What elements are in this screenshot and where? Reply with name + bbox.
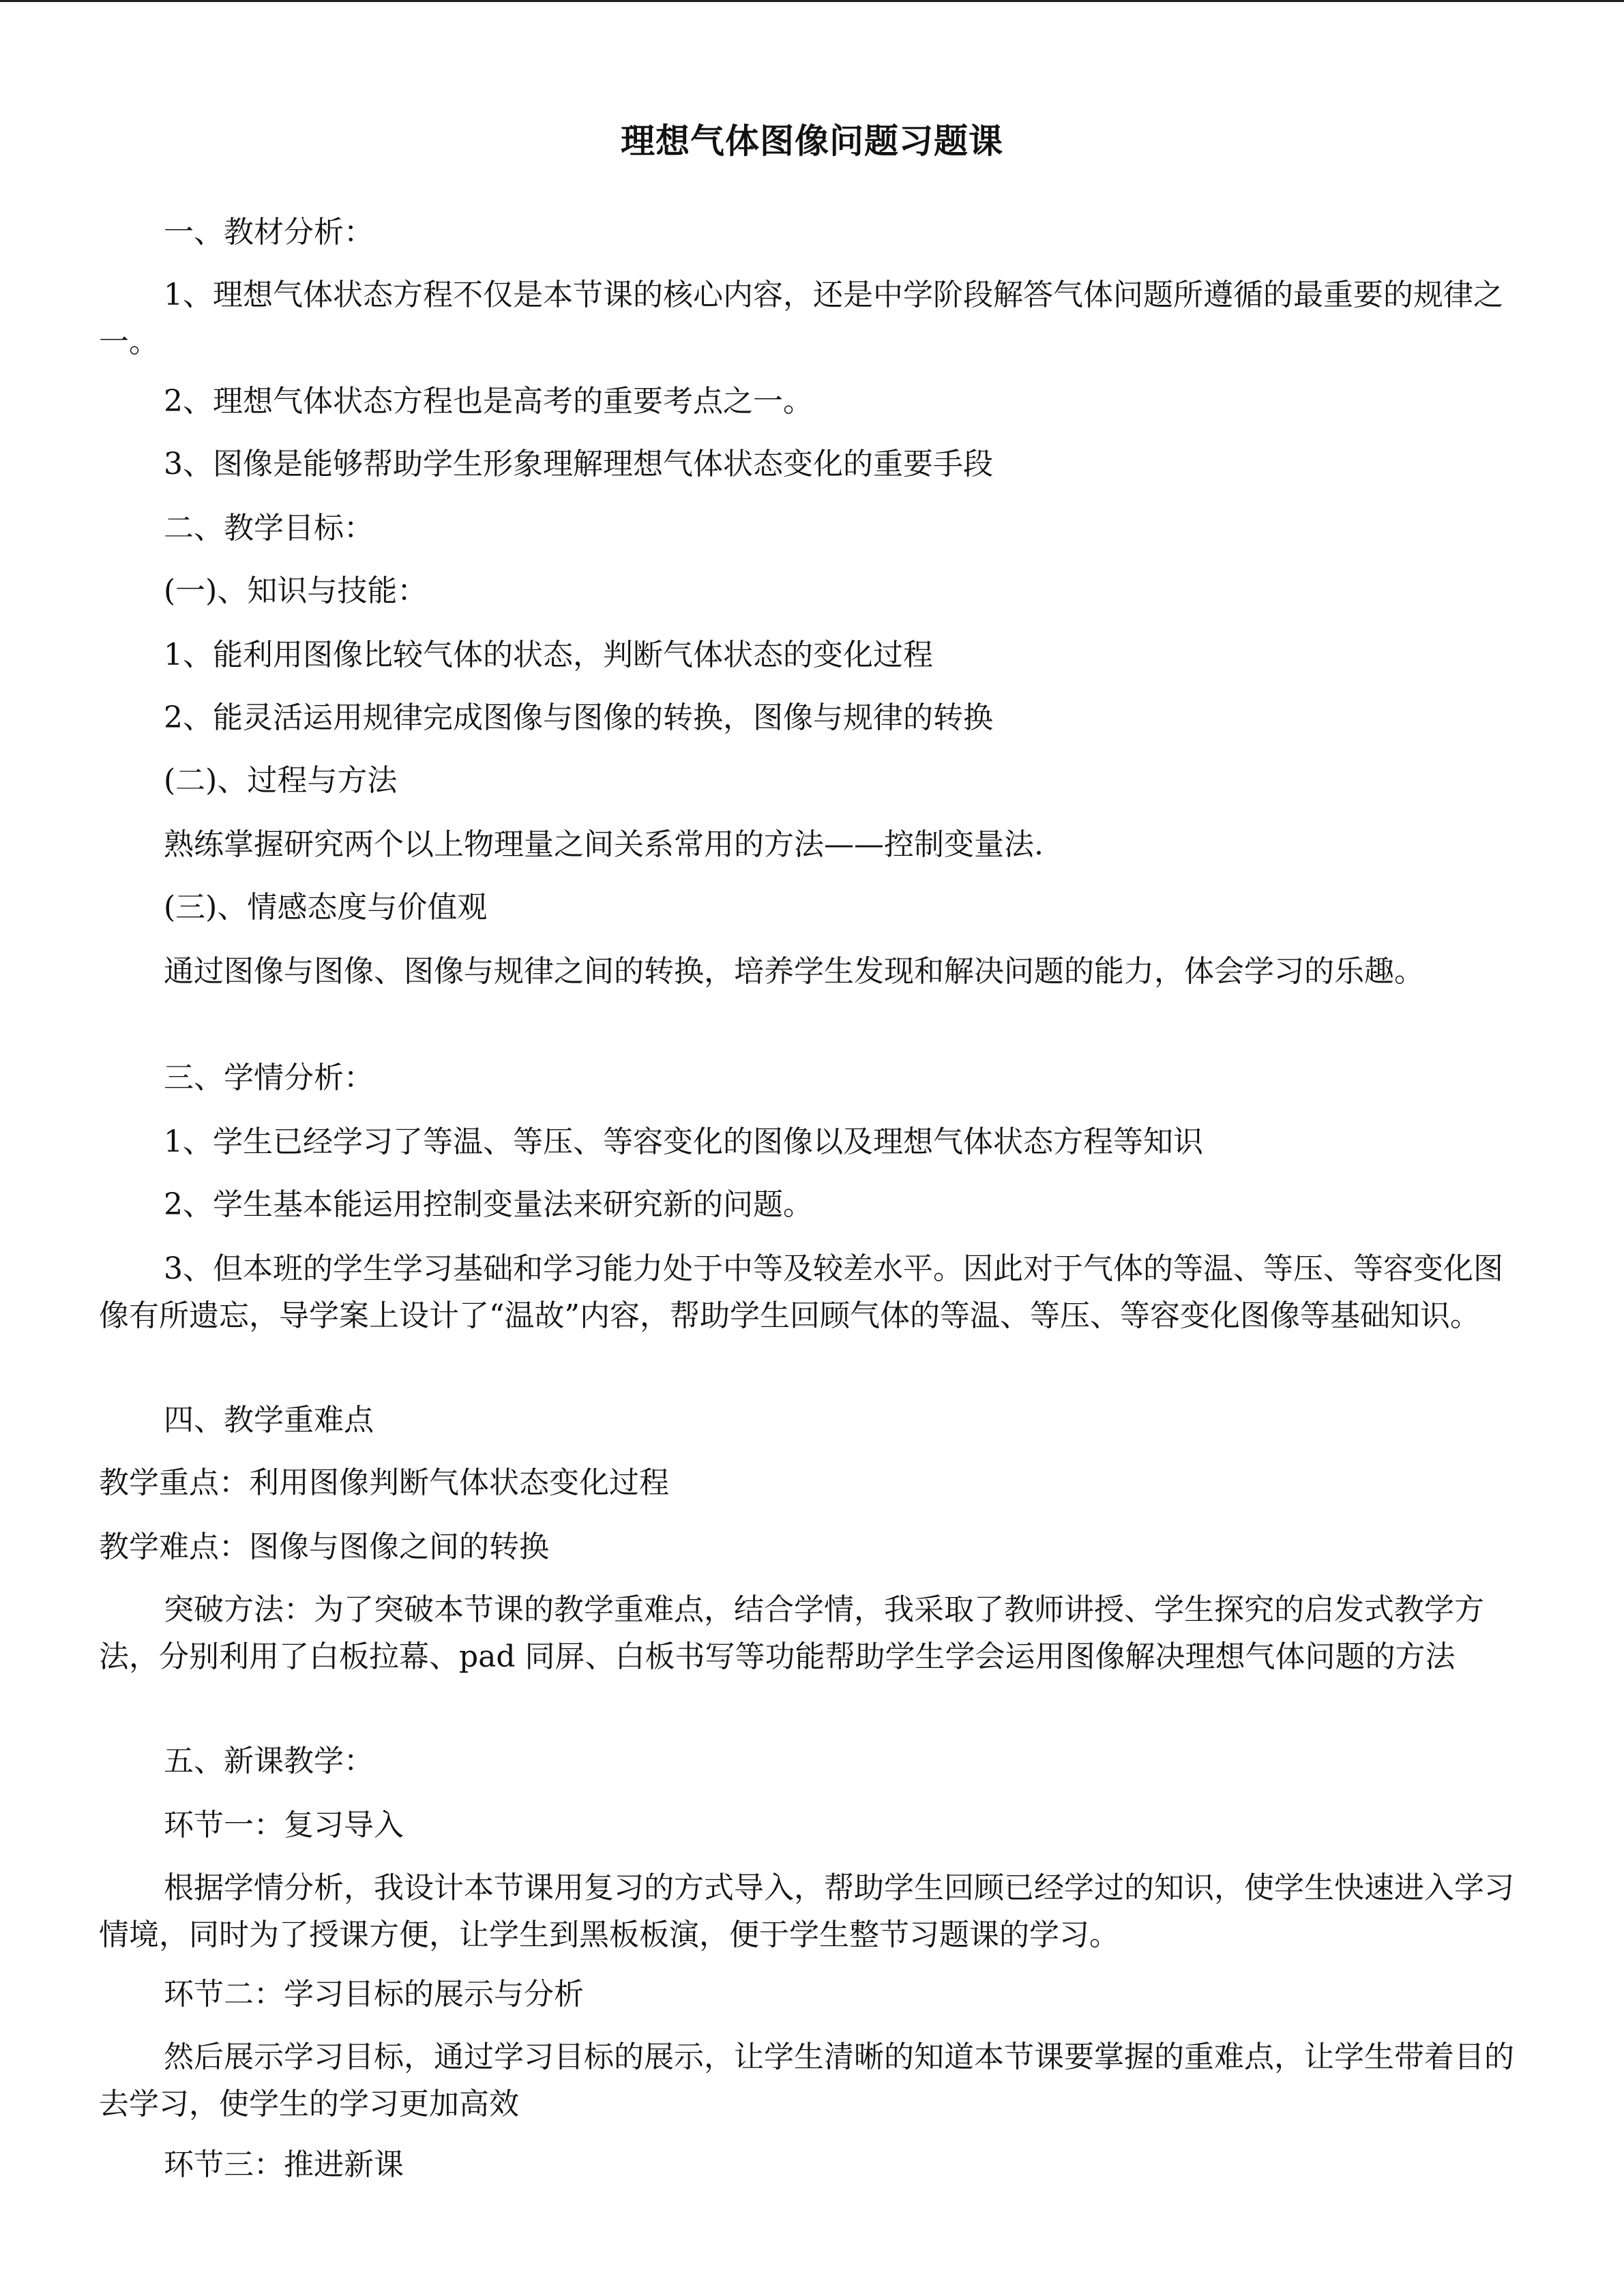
- subheading-step-1: 环节一：复习导入: [164, 1808, 404, 1843]
- paragraph-learner-point-2: 2、学生基本能运用控制变量法来研究新的问题。: [164, 1187, 813, 1222]
- subheading-attitude-values: (三)、情感态度与价值观: [164, 890, 488, 925]
- document-title: 理想气体图像问题习题课: [621, 121, 1003, 161]
- paragraph-attitude: 通过图像与图像、图像与规律之间的转换，培养学生发现和解决问题的能力，体会学习的乐趣。: [164, 954, 1424, 989]
- subheading-step-3: 环节三：推进新课: [164, 2147, 404, 2182]
- paragraph-step-1: 根据学情分析，我设计本节课用复习的方式导入，帮助学生回顾已经学过的知识，使学生快速进入学习情境，同时为了授课方便，让学生到黑板板演，便于学生整节习题课的学习。: [99, 1870, 1514, 1952]
- section-heading-learner-analysis: 三、学情分析：: [164, 1060, 374, 1095]
- paragraph-goal-2: 2、能灵活运用规律完成图像与图像的转换，图像与规律的转换: [164, 700, 993, 735]
- subheading-knowledge-skills: (一)、知识与技能：: [164, 573, 428, 608]
- paragraph-textbook-point-1: 1、理想气体状态方程不仅是本节课的核心内容，还是中学阶段解答气体问题所遵循的最重要的规律之一。: [99, 278, 1503, 359]
- section-heading-textbook-analysis: 一、教材分析：: [164, 215, 374, 250]
- paragraph-difficult-point: 教学难点：图像与图像之间的转换: [99, 1530, 549, 1564]
- paragraph-textbook-point-3: 3、图像是能够帮助学生形象理解理想气体状态变化的重要手段: [164, 447, 993, 481]
- subheading-process-method: (二)、过程与方法: [164, 763, 398, 798]
- paragraph-learner-point-1: 1、学生已经学习了等温、等压、等容变化的图像以及理想气体状态方程等知识: [164, 1124, 1203, 1159]
- subheading-step-2: 环节二：学习目标的展示与分析: [164, 1977, 584, 2012]
- paragraph-key-point: 教学重点：利用图像判断气体状态变化过程: [99, 1465, 669, 1500]
- section-heading-teaching-goals: 二、教学目标：: [164, 511, 374, 546]
- paragraph-textbook-point-2: 2、理想气体状态方程也是高考的重要考点之一。: [164, 384, 813, 419]
- section-heading-new-lesson: 五、新课教学：: [164, 1744, 374, 1778]
- paragraph-step-2: 然后展示学习目标，通过学习目标的展示，让学生清晰的知道本节课要掌握的重难点，让学生带着目的去学习，使学生的学习更加高效: [99, 2040, 1514, 2121]
- paragraph-breakthrough-method: 突破方法：为了突破本节课的教学重难点，结合学情，我采取了教师讲授、学生探究的启发式教学方法，分别利用了白板拉幕、pad 同屏、白板书写等功能帮助学生学会运用图像解决理想气体问题的方法: [99, 1592, 1484, 1674]
- paragraph-learner-point-3: 3、但本班的学生学习基础和学习能力处于中等及较差水平。因此对于气体的等温、等压、等容变化图像有所遗忘，导学案上设计了“温故”内容，帮助学生回顾气体的等温、等压、等容变化图像等基础知识。: [99, 1251, 1503, 1333]
- section-heading-key-difficult-points: 四、教学重难点: [164, 1403, 374, 1437]
- paragraph-goal-1: 1、能利用图像比较气体的状态，判断气体状态的变化过程: [164, 638, 933, 672]
- paragraph-method: 熟练掌握研究两个以上物理量之间关系常用的方法——控制变量法.: [164, 827, 1044, 862]
